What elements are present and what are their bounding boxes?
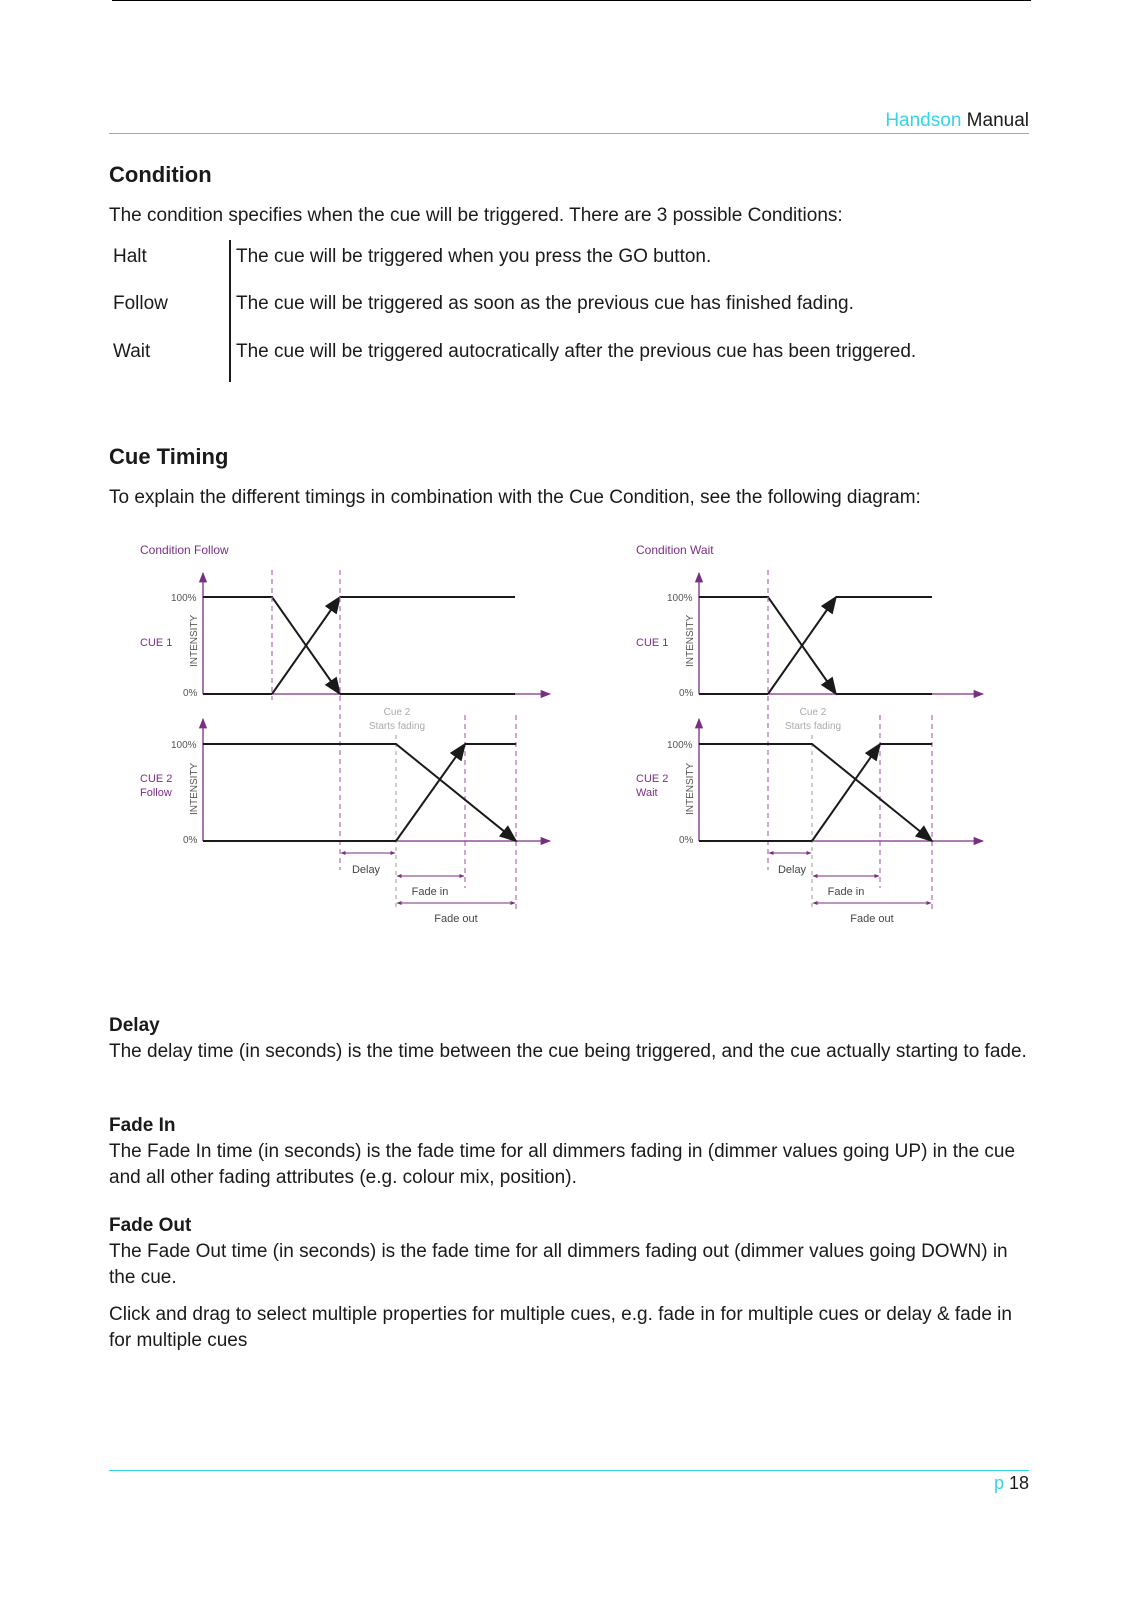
- wait-cue2-label: CUE 2: [636, 773, 669, 785]
- footer-rule: [109, 1470, 1029, 1471]
- wait-cue2-fadein: [812, 744, 880, 841]
- condition-name-follow: Follow: [113, 293, 168, 314]
- wait-cue2-sub: Wait: [636, 787, 658, 799]
- wait-cue2-fadeout: [699, 744, 932, 841]
- follow-cue2-100: 100%: [171, 740, 197, 751]
- follow-cue2-starts-1: Cue 2: [383, 707, 411, 718]
- fade-in-heading: Fade In: [109, 1115, 176, 1136]
- footer-p: p: [993, 1473, 1004, 1493]
- wait-cue1-intensity: INTENSITY: [685, 614, 696, 667]
- condition-name-wait: Wait: [113, 341, 151, 362]
- diagram-wait: [636, 543, 983, 925]
- follow-cue2-label: CUE 2: [140, 773, 173, 785]
- fade-in-text: The Fade In time (in seconds) is the fade time for all dimmers fading in (dimmer values going UP) in the cue and all other fading attributes (e.g. colour mix, position).: [109, 1141, 1016, 1188]
- follow-cue2-starts-2: Starts fading: [368, 721, 426, 732]
- delay-heading: Delay: [109, 1015, 160, 1036]
- condition-desc-follow: The cue will be triggered as soon as the previous cue has finished fading.: [236, 293, 854, 314]
- wait-cue2-intensity: INTENSITY: [685, 762, 696, 815]
- condition-heading: Condition: [109, 162, 212, 187]
- condition-desc-wait: The cue will be triggered autocratically after the previous cue has been triggered.: [236, 341, 917, 362]
- follow-delay-label: Delay: [351, 864, 381, 876]
- footer-page-number: 18: [1003, 1473, 1029, 1493]
- wait-title: Condition Wait: [636, 543, 714, 557]
- follow-cue2-0: 0%: [183, 835, 198, 846]
- follow-cue1-label: CUE 1: [140, 637, 173, 649]
- fade-out-heading: Fade Out: [109, 1215, 192, 1236]
- wait-cue1-label: CUE 1: [636, 637, 669, 649]
- wait-cue1-0: 0%: [679, 688, 694, 699]
- diagram-follow: [140, 543, 550, 925]
- wait-cue2-starts-2: Starts fading: [784, 721, 842, 732]
- wait-cue2-0: 0%: [679, 835, 694, 846]
- header-title: Manual: [961, 110, 1029, 131]
- follow-cue1-intensity: INTENSITY: [189, 614, 200, 667]
- closing-text: Click and drag to select multiple properties for multiple cues, e.g. fade in for multiple cues or delay & fade in for multiple cues: [109, 1304, 1012, 1351]
- wait-fadeout-label: Fade out: [850, 913, 894, 925]
- cue-timing-heading: Cue Timing: [109, 444, 229, 469]
- condition-intro: The condition specifies when the cue will be triggered. There are 3 possible Conditions:: [109, 205, 843, 226]
- delay-text: The delay time (in seconds) is the time between the cue being triggered, and the cue actually starting to fade.: [109, 1041, 1027, 1062]
- page-footer: [109, 1473, 1029, 1494]
- condition-desc-halt: The cue will be triggered when you press the GO button.: [236, 246, 712, 267]
- follow-fadeout-label: Fade out: [434, 913, 478, 925]
- wait-cue1-100: 100%: [667, 593, 693, 604]
- condition-name-halt: Halt: [113, 246, 147, 267]
- follow-fadein-label: Fade in: [411, 886, 449, 898]
- follow-cue1-100: 100%: [171, 593, 197, 604]
- wait-delay-label: Delay: [777, 864, 807, 876]
- follow-cue2-fadeout: [203, 744, 516, 841]
- wait-fadein-label: Fade in: [827, 886, 865, 898]
- header-brand: Handson: [885, 110, 962, 131]
- wait-cue2-starts-1: Cue 2: [799, 707, 827, 718]
- follow-cue2-sub: Follow: [140, 787, 172, 799]
- fade-out-text: The Fade Out time (in seconds) is the fade time for all dimmers fading out (dimmer values going DOWN) in the cue.: [109, 1241, 1008, 1288]
- follow-cue2-intensity: INTENSITY: [189, 762, 200, 815]
- follow-title: Condition Follow: [140, 543, 229, 557]
- follow-cue1-0: 0%: [183, 688, 198, 699]
- cue-timing-intro: To explain the different timings in combination with the Cue Condition, see the following diagram:: [109, 487, 921, 508]
- wait-cue2-100: 100%: [667, 740, 693, 751]
